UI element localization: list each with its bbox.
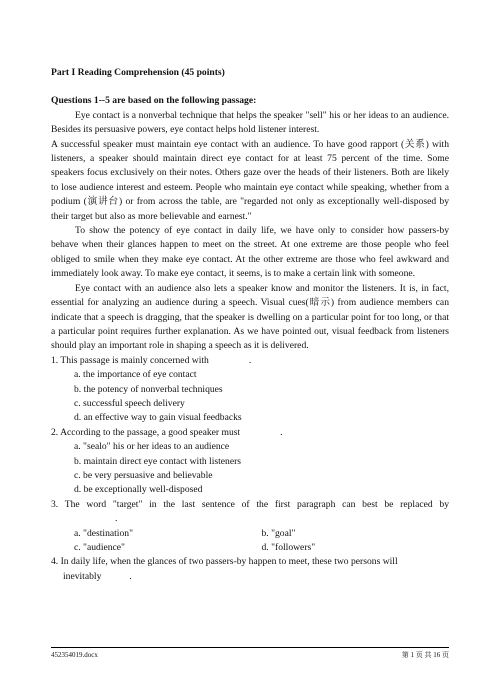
part-title: Part I Reading Comprehension (45 points) — [51, 67, 225, 78]
option-d: d. "followers" — [261, 542, 316, 553]
question-1-stem: 1. This passage is mainly concerned with . — [51, 354, 252, 366]
question-1-options — [51, 368, 449, 426]
option-d: d. be exceptionally well-disposed — [74, 484, 203, 496]
option-c: c. be very persuasive and believable — [74, 469, 213, 481]
paragraph-1: Eye contact is a nonverbal technique that helps the speaker "sell" his or her ideas to an audience. Besides its persuasive powers, eye contact helps hold listener interest. — [51, 109, 449, 136]
option-b: b. the potency of nonverbal techniques — [74, 383, 223, 395]
question-2 — [51, 426, 449, 498]
paragraph-4: Eye contact with an audience also lets a speaker know and monitor the listeners. It is, in fact, essential for analyzing an audience during a speech. Visual cues(暗示) from audience members can indicate that a speech is dragging, that the speaker is dwelling on a particular point for too long, or that a particular point requires further explanation. As we have pointed out, visual feedback from listeners should play an important role in shaping a speech as it is delivered. — [51, 282, 449, 352]
question-3 — [51, 498, 449, 556]
question-1 — [51, 354, 449, 426]
option-c: c. "audience" — [74, 542, 125, 553]
option-b: b. maintain direct eye contact with listeners — [74, 455, 242, 467]
question-2-options — [51, 440, 449, 498]
question-3-blank-line: . — [115, 513, 118, 525]
page-footer — [51, 647, 449, 660]
section-heading: Questions 1--5 are based on the following passage: — [51, 95, 257, 107]
option-a: a. "sealo" his or her ideas to an audience — [74, 441, 230, 453]
question-4-continuation: inevitably . — [63, 570, 132, 582]
option-d: d. an effective way to gain visual feedbacks — [74, 412, 242, 424]
option-c: c. successful speech delivery — [74, 397, 185, 409]
footer-page-number: 第 1 页 共 16 页 — [401, 651, 449, 659]
document-body — [51, 66, 449, 584]
paragraph-3: To show the potency of eye contact in daily life, we have only to consider how passers-by behave when their glances happen to meet on the street. At one extreme are those people who feel obliged to smile when they make eye contact. At the other extreme are those who feel awkward and immediately look away. To make eye contact, it seems, is to make a certain link with someone. — [51, 225, 449, 280]
question-4-stem: 4. In daily life, when the glances of two passers-by happen to meet, these two persons will — [51, 556, 398, 568]
option-a: a. the importance of eye contact — [74, 369, 197, 381]
footer-filename: 452354019.docx — [51, 651, 98, 659]
paragraph-2: A successful speaker must maintain eye contact with an audience. To have good rapport (关系) with listeners, a speaker should maintain direct eye contact for at least 75 percent of the time. Some speakers focus exclusively on their notes. Others gaze over the heads of their listeners. Both are likely to lose audience interest and esteem. People who maintain eye contact while speaking, whether from a podium (演讲台) or from across the table, are "regarded not only as exceptionally well-disposed by their target but also as more believable and earnest." — [51, 138, 449, 222]
question-4 — [51, 555, 449, 584]
option-a: a. "destination" — [74, 527, 133, 539]
question-3-options — [51, 527, 449, 556]
question-3-stem: 3. The word "target" in the last sentence of the first paragraph can best be replaced by — [51, 498, 449, 510]
question-2-stem: 2. According to the passage, a good speaker must . — [51, 426, 283, 438]
option-b: b. "goal" — [261, 527, 296, 539]
